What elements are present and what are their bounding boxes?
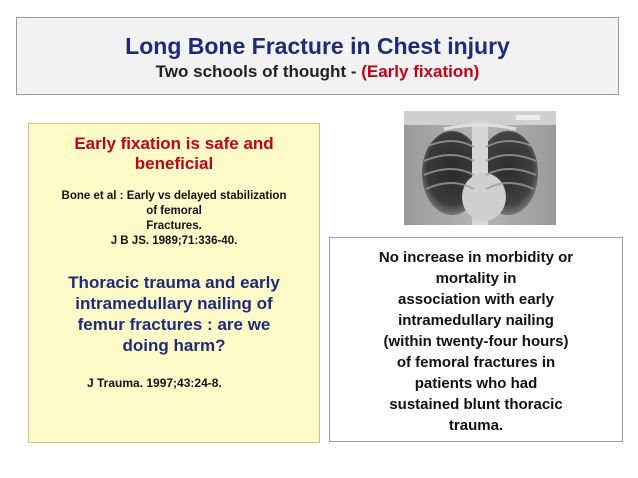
statement-line: of femoral fractures in	[396, 354, 556, 371]
subtitle-highlight: (Early fixation)	[361, 62, 480, 81]
no-increase-statement	[330, 247, 622, 436]
chest-xray-graphic	[404, 111, 556, 225]
chest-xray-image	[404, 111, 556, 225]
statement-line: mortality in	[435, 270, 517, 287]
citation-line: J B JS. 1989;71:336-40.	[110, 235, 238, 247]
bone-citation	[29, 189, 319, 249]
statement-line: patients who had	[414, 375, 538, 392]
slide-subtitle	[17, 62, 618, 82]
statement-line: association with early	[398, 291, 554, 308]
question-line: doing harm?	[122, 336, 226, 355]
question-line: intramedullary nailing of	[75, 294, 273, 313]
citation-line: Bone et al : Early vs delayed stabilization	[61, 190, 287, 202]
question-line: femur fractures : are we	[77, 315, 271, 334]
citation-line: Fractures.	[146, 220, 202, 232]
trauma-citation: J Trauma. 1997;43:24-8.	[87, 376, 222, 390]
title-box	[16, 17, 619, 95]
statement-line: trauma.	[448, 417, 504, 434]
slide-title: Long Bone Fracture in Chest injury	[125, 33, 510, 59]
early-fixation-heading	[29, 134, 319, 174]
statement-line: intramedullary nailing	[398, 312, 554, 329]
statement-line: sustained blunt thoracic	[389, 396, 563, 413]
right-text-box	[329, 237, 623, 442]
statement-line: No increase in morbidity or	[378, 249, 574, 266]
heading-line: beneficial	[134, 154, 214, 173]
subtitle-prefix: Two schools of thought -	[155, 62, 362, 81]
heading-line: Early fixation is safe and	[74, 134, 274, 153]
left-text-box	[28, 123, 320, 443]
thoracic-trauma-question	[29, 272, 319, 356]
citation-line: of femoral	[146, 205, 202, 217]
question-line: Thoracic trauma and early	[68, 273, 280, 292]
statement-line: (within twenty-four hours)	[383, 333, 569, 350]
